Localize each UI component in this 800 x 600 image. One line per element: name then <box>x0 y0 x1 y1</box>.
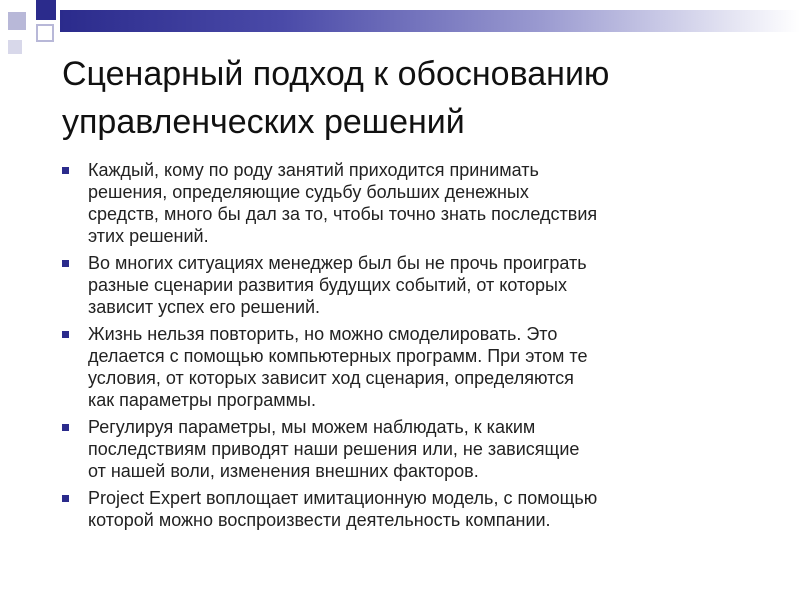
square-bullet-icon <box>62 424 69 431</box>
decorative-square <box>8 12 26 30</box>
square-bullet-icon <box>62 495 69 502</box>
bullet-item <box>60 487 730 531</box>
bullet-line: Project Expert воплощает имитационную модель, с помощью <box>88 488 598 508</box>
square-bullet-icon <box>62 167 69 174</box>
slide-title <box>62 50 762 146</box>
bullet-line: Жизнь нельзя повторить, но можно смоделировать. Это <box>88 324 558 344</box>
decorative-square <box>8 40 22 54</box>
bullet-line: разные сценарии развития будущих событий, от которых <box>88 275 567 295</box>
bullet-line: этих решений. <box>88 226 209 246</box>
bullet-line: от нашей воли, изменения внешних факторов. <box>88 461 479 481</box>
bullet-line: последствиям приводят наши решения или, не зависящие <box>88 439 580 459</box>
bullet-line: зависит успех его решений. <box>88 297 321 317</box>
bullet-item <box>60 323 730 411</box>
decorative-square <box>36 24 54 42</box>
square-bullet-icon <box>62 260 69 267</box>
bullet-item <box>60 252 730 318</box>
header-gradient-bar <box>60 10 800 32</box>
bullet-item <box>60 416 730 482</box>
decorative-square <box>36 0 56 20</box>
bullet-line: условия, от которых зависит ход сценария, определяются <box>88 368 574 388</box>
bullet-line: Каждый, кому по роду занятий приходится принимать <box>88 160 539 180</box>
bullet-item <box>60 159 730 247</box>
bullet-line: решения, определяющие судьбу больших денежных <box>88 182 529 202</box>
bullet-line: как параметры программы. <box>88 390 316 410</box>
bullet-line: средств, много бы дал за то, чтобы точно знать последствия <box>88 204 598 224</box>
title-line: управленческих решений <box>62 103 465 141</box>
bullet-line: которой можно воспроизвести деятельность компании. <box>88 510 551 530</box>
title-line: Сценарный подход к обоснованию <box>62 55 610 93</box>
bullet-list <box>60 159 730 536</box>
square-bullet-icon <box>62 331 69 338</box>
bullet-line: Во многих ситуациях менеджер был бы не прочь проиграть <box>88 253 587 273</box>
bullet-line: Регулируя параметры, мы можем наблюдать, к каким <box>88 417 536 437</box>
bullet-line: делается с помощью компьютерных программ. При этом те <box>88 346 588 366</box>
